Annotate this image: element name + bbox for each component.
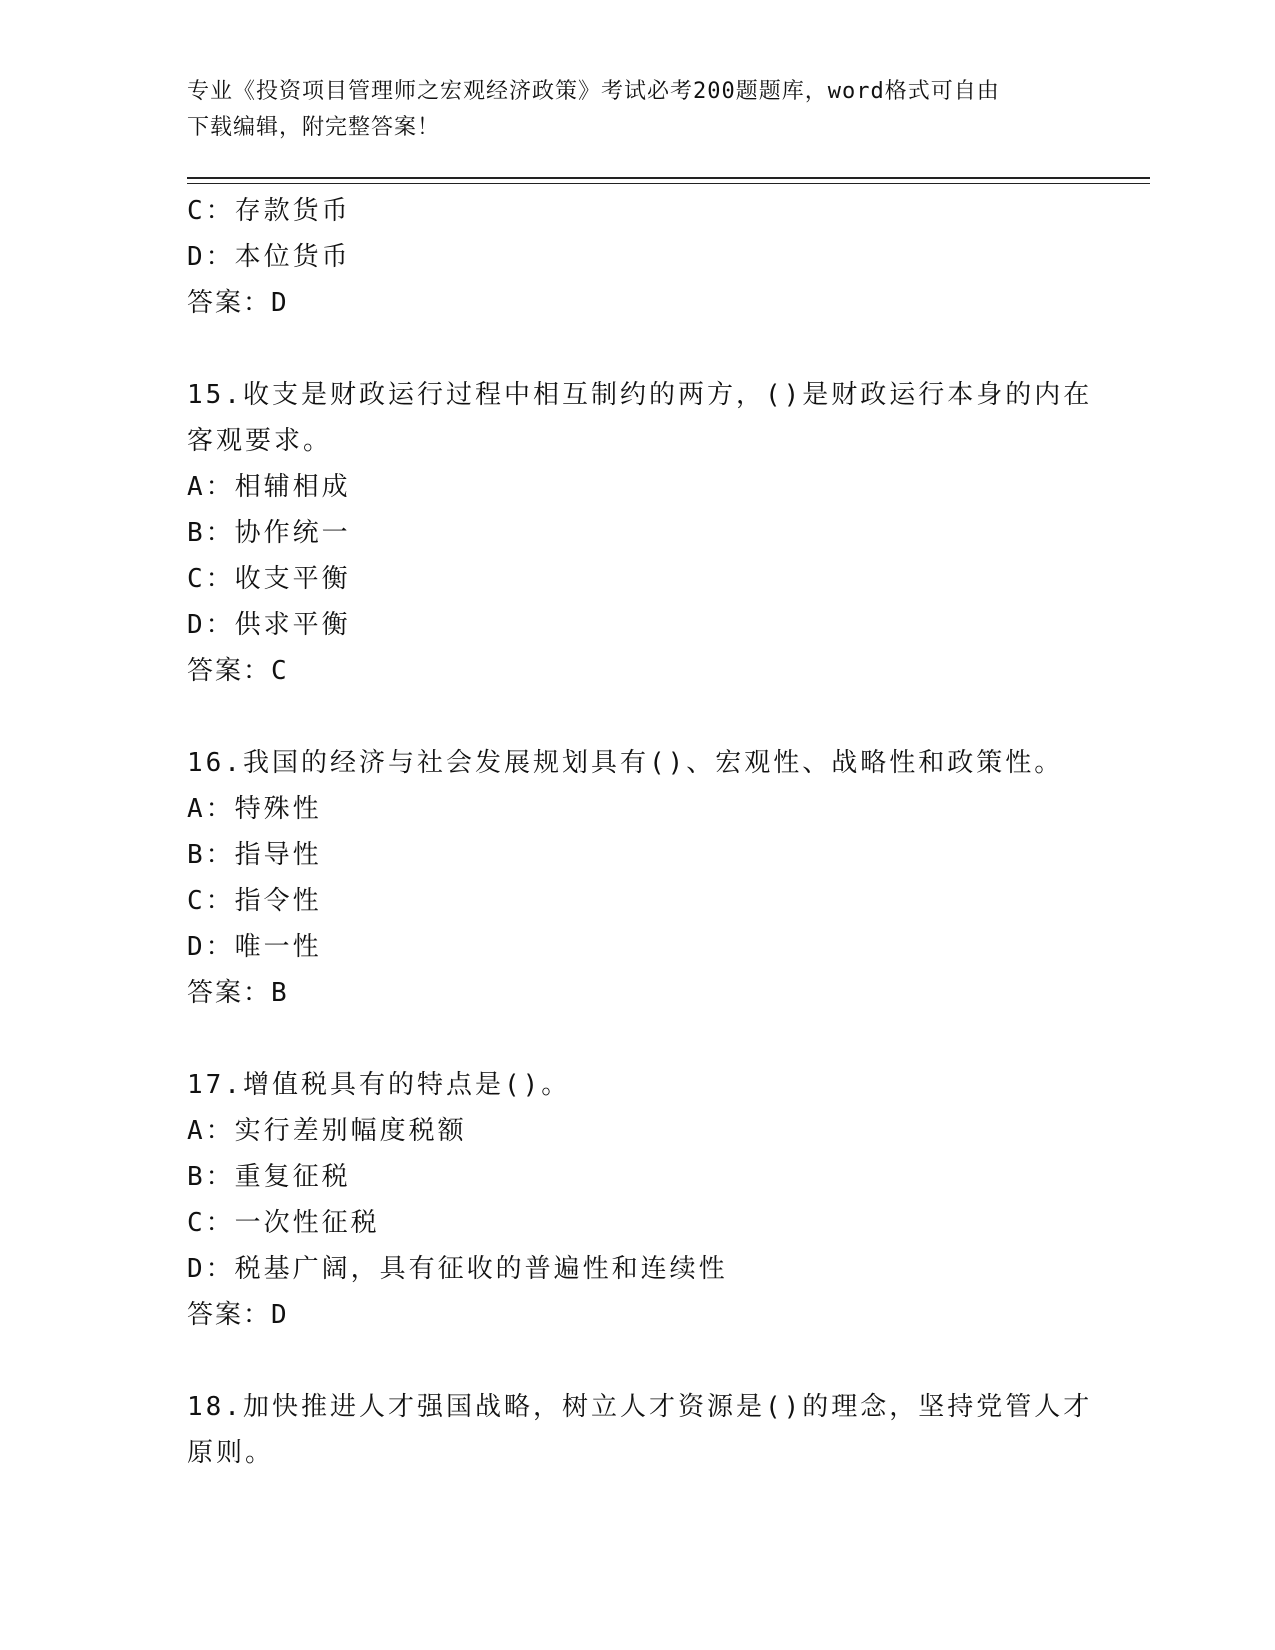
option-c: C：指令性 [187, 886, 322, 916]
option-b: B：重复征税 [187, 1162, 351, 1192]
question-stem-line-1: 15.收支是财政运行过程中相互制约的两方，()是财政运行本身的内在 [187, 380, 1093, 410]
option-a: A：实行差别幅度税额 [187, 1116, 467, 1146]
answer-value: D [271, 1300, 290, 1330]
question-stem-line-2: 原则。 [187, 1438, 275, 1468]
question-stem-line-1: 17.增值税具有的特点是()。 [187, 1070, 571, 1100]
spacer [187, 1338, 1087, 1384]
document-header [187, 74, 1067, 146]
header-line-1: 专业《投资项目管理师之宏观经济政策》考试必考200题题库，word格式可自由 [187, 79, 1000, 104]
option-d: D：本位货币 [187, 242, 351, 272]
answer-value: B [271, 978, 290, 1008]
option-c: C：一次性征税 [187, 1208, 380, 1238]
answer-label: 答案： [187, 978, 272, 1008]
answer-label: 答案： [187, 1300, 272, 1330]
spacer [187, 694, 1087, 740]
answer-label: 答案： [187, 656, 272, 686]
answer-label: 答案： [187, 288, 272, 318]
option-a: A：特殊性 [187, 794, 322, 824]
option-b: B：指导性 [187, 840, 322, 870]
header-line-2: 下载编辑，附完整答案！ [187, 115, 441, 140]
question-stem-line-1: 16.我国的经济与社会发展规划具有()、宏观性、战略性和政策性。 [187, 748, 1064, 778]
option-d: D：唯一性 [187, 932, 322, 962]
option-d: D：税基广阔，具有征收的普遍性和连续性 [187, 1254, 728, 1284]
answer-value: C [271, 656, 290, 686]
answer-line [187, 1292, 1087, 1338]
spacer [187, 326, 1087, 372]
option-b: B：协作统一 [187, 518, 351, 548]
header-rule-thin [187, 183, 1150, 184]
question-17 [187, 1062, 1087, 1338]
question-18 [187, 1384, 1093, 1476]
option-c: C：收支平衡 [187, 564, 351, 594]
answer-line [187, 280, 1087, 326]
question-stem-line-1: 18.加快推进人才强国战略，树立人才资源是()的理念，坚持党管人才 [187, 1392, 1093, 1422]
question-16 [187, 740, 1087, 1016]
header-rule-thick [187, 177, 1150, 179]
answer-line [187, 970, 1087, 1016]
question-15 [187, 372, 1093, 694]
question-stem-line-2: 客观要求。 [187, 426, 333, 456]
option-a: A：相辅相成 [187, 472, 351, 502]
question-content [187, 188, 1093, 1476]
option-c: C：存款货币 [187, 196, 351, 226]
option-d: D：供求平衡 [187, 610, 351, 640]
prev-question-block [187, 188, 1087, 326]
answer-line [187, 648, 1087, 694]
answer-value: D [271, 288, 290, 318]
spacer [187, 1016, 1087, 1062]
